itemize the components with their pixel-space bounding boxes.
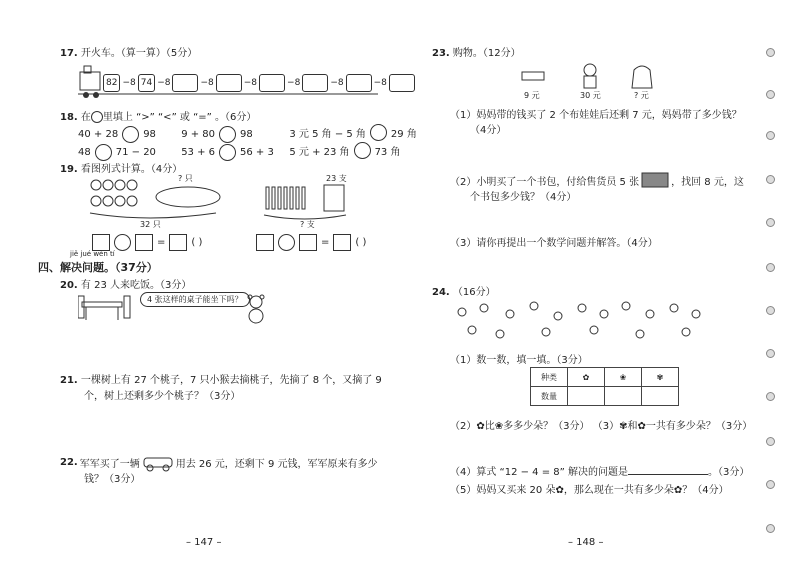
q24-part1: （1）数一数，填一填。（3分）	[450, 355, 588, 366]
flower-icon: ✿	[637, 421, 646, 432]
flower-type-3: ✾	[642, 368, 679, 387]
banknote-icon	[641, 172, 669, 188]
pencils-figure: 23 支 ? 支	[262, 175, 352, 225]
compare-row-2: 48 71 − 20 53 + 6 56 + 3 5 元 + 23 角 73 角	[78, 142, 400, 161]
answer-box[interactable]	[92, 234, 110, 251]
count-cell[interactable]	[605, 387, 642, 406]
flower-icon: ✾	[619, 421, 628, 432]
train-car: 82	[103, 74, 120, 92]
flower-type-1: ✿	[568, 368, 605, 387]
q19-equation-right: = ( )	[256, 234, 366, 254]
speech-bubble: 4 张这样的桌子能坐下吗？	[140, 292, 250, 307]
count-cell[interactable]	[568, 387, 605, 406]
train-car-blank[interactable]	[216, 74, 242, 92]
train-car-blank[interactable]	[346, 74, 372, 92]
operator-circle[interactable]	[114, 234, 131, 251]
bear-icon	[244, 294, 268, 324]
train-cars: 82 −8 74 −8 −8 −8 −8 −8 −8	[103, 74, 415, 92]
train-car-blank[interactable]	[172, 74, 198, 92]
toy-car-icon	[142, 452, 174, 472]
operator-circle[interactable]	[278, 234, 295, 251]
compare-circle[interactable]	[122, 126, 139, 143]
q21-line1: 21. 一棵树上有 27 个桃子，7 只小猴去摘桃子，先摘了 8 个，又摘了 9	[60, 375, 382, 386]
count-table: 种类 ✿ ❀ ✾ 数量	[530, 367, 679, 406]
page-number-left: – 147 –	[186, 537, 222, 548]
q24-part4: （4）算式 “12 − 4 = 8” 解决的问题是 。（3分）	[450, 467, 750, 478]
q23-prompt: 23. 购物。（12分）	[432, 48, 521, 59]
bag-icon	[632, 66, 652, 88]
compare-circle[interactable]	[370, 124, 387, 141]
q18-prompt: 18. 在 里填上 “>” “<” 或 “=” 。（6分）	[60, 112, 257, 123]
compare-circle[interactable]	[219, 144, 236, 161]
page-number-right: – 148 –	[568, 537, 604, 548]
binding-holes	[766, 0, 778, 578]
q24-part2-3: （2）✿比❀多多少朵？（3分） （3）✾和✿一共有多少朵？（3分）	[450, 421, 753, 432]
flower-type-2: ❀	[605, 368, 642, 387]
shop-items-icons	[520, 62, 670, 90]
pencil-case-icon	[522, 72, 544, 80]
q23-part1-score: （4分）	[470, 125, 507, 136]
flower-icon: ✿	[673, 485, 683, 496]
section-pinyin: jiě jué wèn tí	[70, 250, 115, 258]
count-cell[interactable]	[642, 387, 679, 406]
q22-line2: 钱？（3分）	[84, 474, 141, 485]
compare-circle[interactable]	[95, 144, 112, 161]
dining-table-icon	[78, 292, 138, 322]
table-figure	[78, 292, 138, 322]
q23-part2: （2）小明买了一个书包，付给售货员 5 张 ，找回 8 元，这	[450, 172, 744, 188]
section-title: 四、解决问题。（37分）	[38, 261, 158, 274]
q17-prompt: 17. 开火车。（算一算）（5分）	[60, 48, 198, 59]
bear-figure	[244, 294, 268, 324]
q22-line1: 22. 军军买了一辆 用去 26 元，还剩下 9 元钱，军军原来有多少	[60, 452, 378, 472]
train-car-blank[interactable]	[259, 74, 285, 92]
q23-part1: （1）妈妈带的钱买了 2 个布娃娃后还剩 7 元，妈妈带了多少钱？	[450, 110, 742, 121]
frogs-figure: ? 只 32 只	[88, 175, 228, 225]
flower-icon: ✿	[555, 485, 564, 496]
answer-box[interactable]	[256, 234, 274, 251]
flower-icon: ✿	[476, 421, 485, 432]
q24-prompt: 24. （16分）	[432, 287, 496, 298]
q21-line2: 个，树上还剩多少个桃子？（3分）	[84, 391, 241, 402]
answer-box[interactable]	[169, 234, 187, 251]
q23-part3: （3）请你再提出一个数学问题并解答。（4分）	[450, 238, 658, 249]
doll-icon	[584, 64, 596, 76]
answer-line[interactable]	[628, 474, 708, 475]
compare-circle[interactable]	[354, 142, 371, 159]
q19-prompt: 19. 看图列式计算。（4分）	[60, 164, 183, 175]
q19-equation-left: = ( )	[92, 234, 202, 254]
q23-part2-line2: 个书包多少钱？（4分）	[470, 192, 577, 203]
compare-row-1: 40 + 28 98 9 + 80 98 3 元 5 角 − 5 角 29 角	[78, 124, 417, 143]
answer-box[interactable]	[333, 234, 351, 251]
flower-icon: ❀	[494, 421, 504, 432]
answer-box[interactable]	[135, 234, 153, 251]
train-car: 74	[138, 74, 155, 92]
compare-circle[interactable]	[219, 126, 236, 143]
shop-items: 9 元 30 元 ? 元	[520, 62, 670, 102]
q24-part5: （5）妈妈又买来 20 朵✿，那么现在一共有多少朵✿？（4分）	[450, 485, 729, 496]
flowers-figure	[454, 300, 704, 344]
train-car-blank[interactable]	[389, 74, 415, 92]
flower-icon	[454, 300, 704, 344]
frog-icon	[88, 175, 228, 225]
train-car-blank[interactable]	[302, 74, 328, 92]
answer-box[interactable]	[299, 234, 317, 251]
q20-prompt: 20. 有 23 人来吃饭。（3分）	[60, 280, 192, 291]
